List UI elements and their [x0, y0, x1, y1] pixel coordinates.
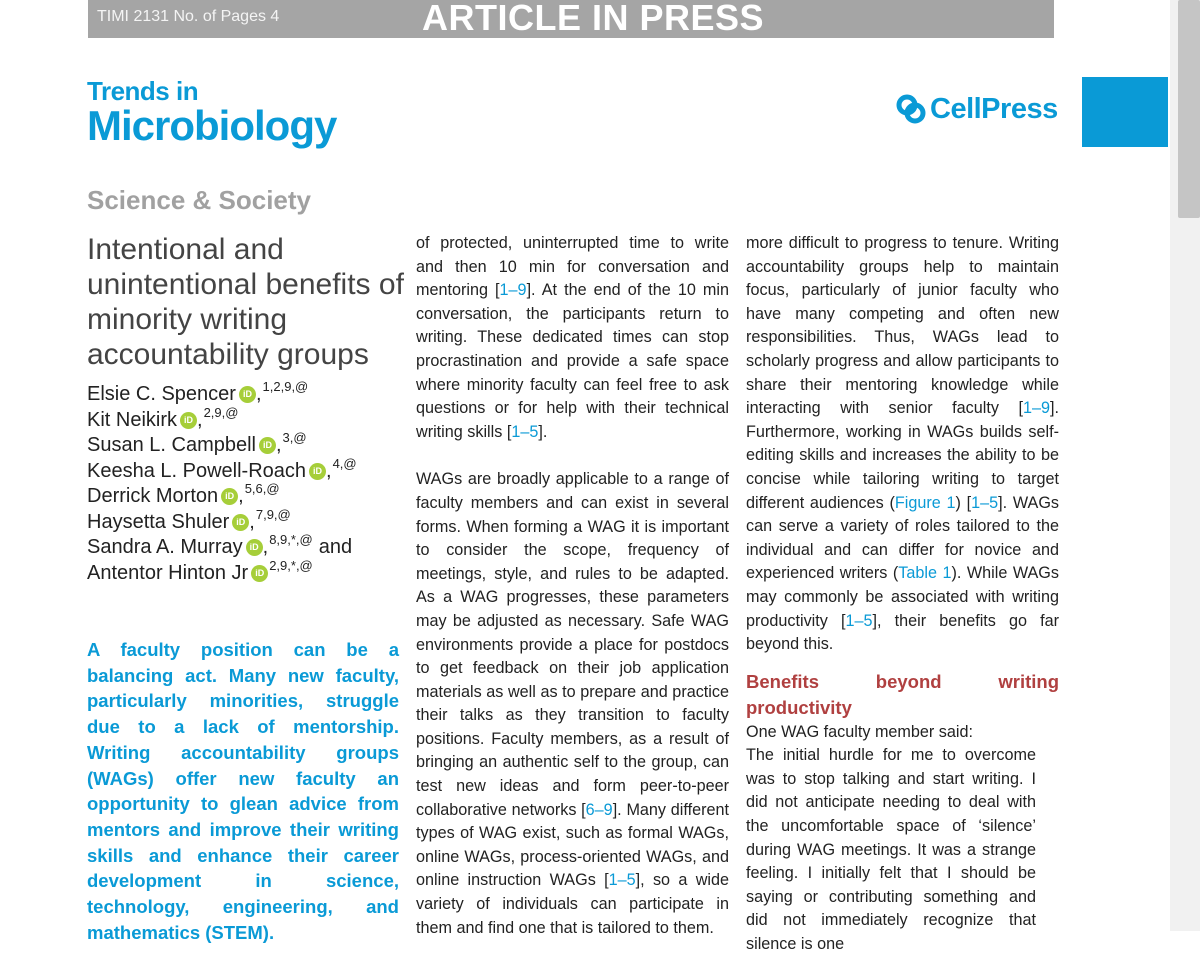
- author-list: [87, 379, 407, 586]
- author-name: Elsie C. Spencer: [87, 383, 236, 406]
- orcid-icon[interactable]: iD: [251, 565, 268, 582]
- author-sep: ,: [197, 408, 203, 431]
- author-sep: ,: [275, 434, 282, 457]
- section-heading: Benefits beyond writing productivity: [746, 670, 1059, 718]
- author-affiliation: 3,@: [282, 430, 307, 446]
- author: [87, 532, 407, 561]
- body-text: ]. WAGs can serve a variety of roles tailored to the individual and can differ for novice and experienced writers (: [746, 493, 1060, 583]
- body-paragraph: [416, 232, 729, 444]
- body-column-3: [746, 232, 1059, 957]
- citation-link[interactable]: 1–9: [1022, 399, 1050, 418]
- author-name: Keesha L. Powell-Roach: [87, 459, 307, 482]
- orcid-icon[interactable]: iD: [259, 437, 276, 454]
- body-text: WAGs are broadly applicable to a range of faculty members and can exist in several forms. When forming a WAG it is important to consider the scope, frequency of meetings, style, and rules to be adapted. As a WAG progresses, these parameters may be adjusted as necessary. Safe WAG environments provide a place for postdocs to get feedback on their job application materials as well as to prepare and practice their talks as they transition to faculty positions. Faculty members, as a result of bringing an authentic self to the group, can test new ideas and form peer-to-peer collaborative networks [: [416, 470, 729, 819]
- author: [87, 404, 407, 434]
- author-conjunction: and: [318, 536, 353, 559]
- publisher-name: CellPress: [930, 92, 1058, 125]
- author: [87, 506, 407, 536]
- article-title: Intentional and unintentional benefits of minority writing accountability groups: [87, 233, 404, 371]
- orcid-icon[interactable]: iD: [221, 488, 238, 505]
- author-affiliation: 2,9,@: [203, 404, 239, 420]
- author-affiliation: 5,6,@: [244, 481, 280, 497]
- article-in-press-title: ARTICLE IN PRESS: [422, 0, 765, 38]
- orcid-icon[interactable]: iD: [246, 539, 263, 556]
- body-column-2: [416, 232, 729, 940]
- block-quote: The initial hurdle for me to overcome was to stop talking and start writing. I did not anticipate needing to deal with the uncomfortable space of ‘silence’ during WAG meetings. It was a strange feeling. I initially felt that I should be saying or contributing something and did not immediately recognize that silence is one: [746, 746, 1036, 954]
- citation-link[interactable]: 1–5: [608, 871, 636, 890]
- body-text: ]. At the end of the 10 min conversation, the participants return to writing. These dedicated times can stop procrastination and provide a safe space where minority faculty can feel free to ask questions or for help with their technical writing skills [: [416, 281, 729, 441]
- body-text: ) [: [955, 493, 972, 512]
- journal-color-tab: [1082, 77, 1168, 147]
- author-sep: ,: [255, 383, 262, 406]
- orcid-icon[interactable]: iD: [239, 386, 256, 403]
- author-name: Antentor Hinton Jr: [87, 561, 249, 584]
- body-paragraph: [746, 232, 1059, 657]
- section-label: Science & Society: [87, 185, 311, 215]
- body-text: of protected, uninterrupted time to write and then 10 min for conversation and mentoring [: [416, 234, 729, 300]
- body-text: ].: [538, 422, 548, 441]
- orcid-icon[interactable]: iD: [309, 463, 326, 480]
- table-link[interactable]: Table 1: [898, 564, 952, 583]
- author-name: Sandra A. Murray: [87, 536, 243, 559]
- orcid-icon[interactable]: iD: [232, 514, 249, 531]
- body-text: ], so a wide variety of individuals can participate in them and find one that is tailored to them.: [416, 871, 729, 937]
- author-sep: ,: [326, 459, 332, 482]
- citation-link[interactable]: 1–5: [845, 611, 873, 630]
- author-name: Derrick Morton: [87, 485, 219, 508]
- body-text: more difficult to progress to tenure. Writing accountability groups help to maintain focus, particularly of junior faculty who have many competing and often new responsibilities. Thus, WAGs lead to scholarly progress and allow participants to share their mentoring knowledge while interacting with senior faculty [: [746, 234, 1059, 418]
- author-affiliation: 2,9,*,@: [269, 557, 313, 573]
- author: [87, 430, 407, 459]
- author: [87, 481, 407, 510]
- figure-link[interactable]: Figure 1: [894, 493, 956, 512]
- author: [87, 455, 407, 485]
- author-affiliation: 4,@: [332, 455, 357, 471]
- citation-link[interactable]: 1–9: [499, 281, 527, 300]
- abstract: A faculty position can be a balancing act. Many new faculty, particularly minorities, struggle due to a lack of mentorship. Writing accountability groups (WAGs) offer new faculty an opportunity to glean advice from mentors and improve their writing skills and enhance their career development in science, technology, engineering, and mathematics (STEM).: [87, 639, 399, 943]
- author-name: Kit Neikirk: [87, 408, 178, 431]
- manuscript-id: TIMI 2131 No. of Pages 4: [97, 8, 280, 25]
- body-paragraph: One WAG faculty member said:: [746, 722, 973, 741]
- body-text: ]. Furthermore, working in WAGs builds self-editing skills and increases the ability to be concise while tailoring writing to target different audiences (: [746, 399, 1059, 512]
- body-paragraph: [416, 468, 729, 940]
- body-text: ]. Many different types of WAG exist, such as formal WAGs, online WAGs, process-oriented WAGs, and online instruction WAGs [: [416, 800, 729, 890]
- author-sep: ,: [262, 536, 269, 559]
- author: [87, 557, 407, 587]
- author-name: Haysetta Shuler: [87, 510, 230, 533]
- author-sep: ,: [238, 485, 244, 508]
- author-affiliation: 1,2,9,@: [262, 379, 309, 395]
- scrollbar-thumb[interactable]: [1178, 0, 1200, 218]
- citation-link[interactable]: 1–5: [511, 422, 539, 441]
- author-affiliation: 8,9,*,@: [269, 532, 313, 548]
- cellpress-logo-icon: [896, 94, 926, 124]
- author-sep: ,: [249, 510, 255, 533]
- body-text: ], their benefits go far beyond this.: [746, 611, 1059, 654]
- author: [87, 379, 407, 408]
- author-name: Susan L. Campbell: [87, 434, 256, 457]
- orcid-icon[interactable]: iD: [180, 412, 197, 429]
- journal-name-prefix: Trends in: [87, 76, 199, 106]
- author-affiliation: 7,9,@: [255, 506, 291, 522]
- citation-link[interactable]: 6–9: [585, 800, 613, 819]
- body-text: ). While WAGs may commonly be associated with writing productivity [: [746, 564, 1059, 630]
- journal-name: Microbiology: [87, 102, 337, 149]
- cellpress-logo: [896, 92, 1058, 126]
- citation-link[interactable]: 1–5: [971, 493, 999, 512]
